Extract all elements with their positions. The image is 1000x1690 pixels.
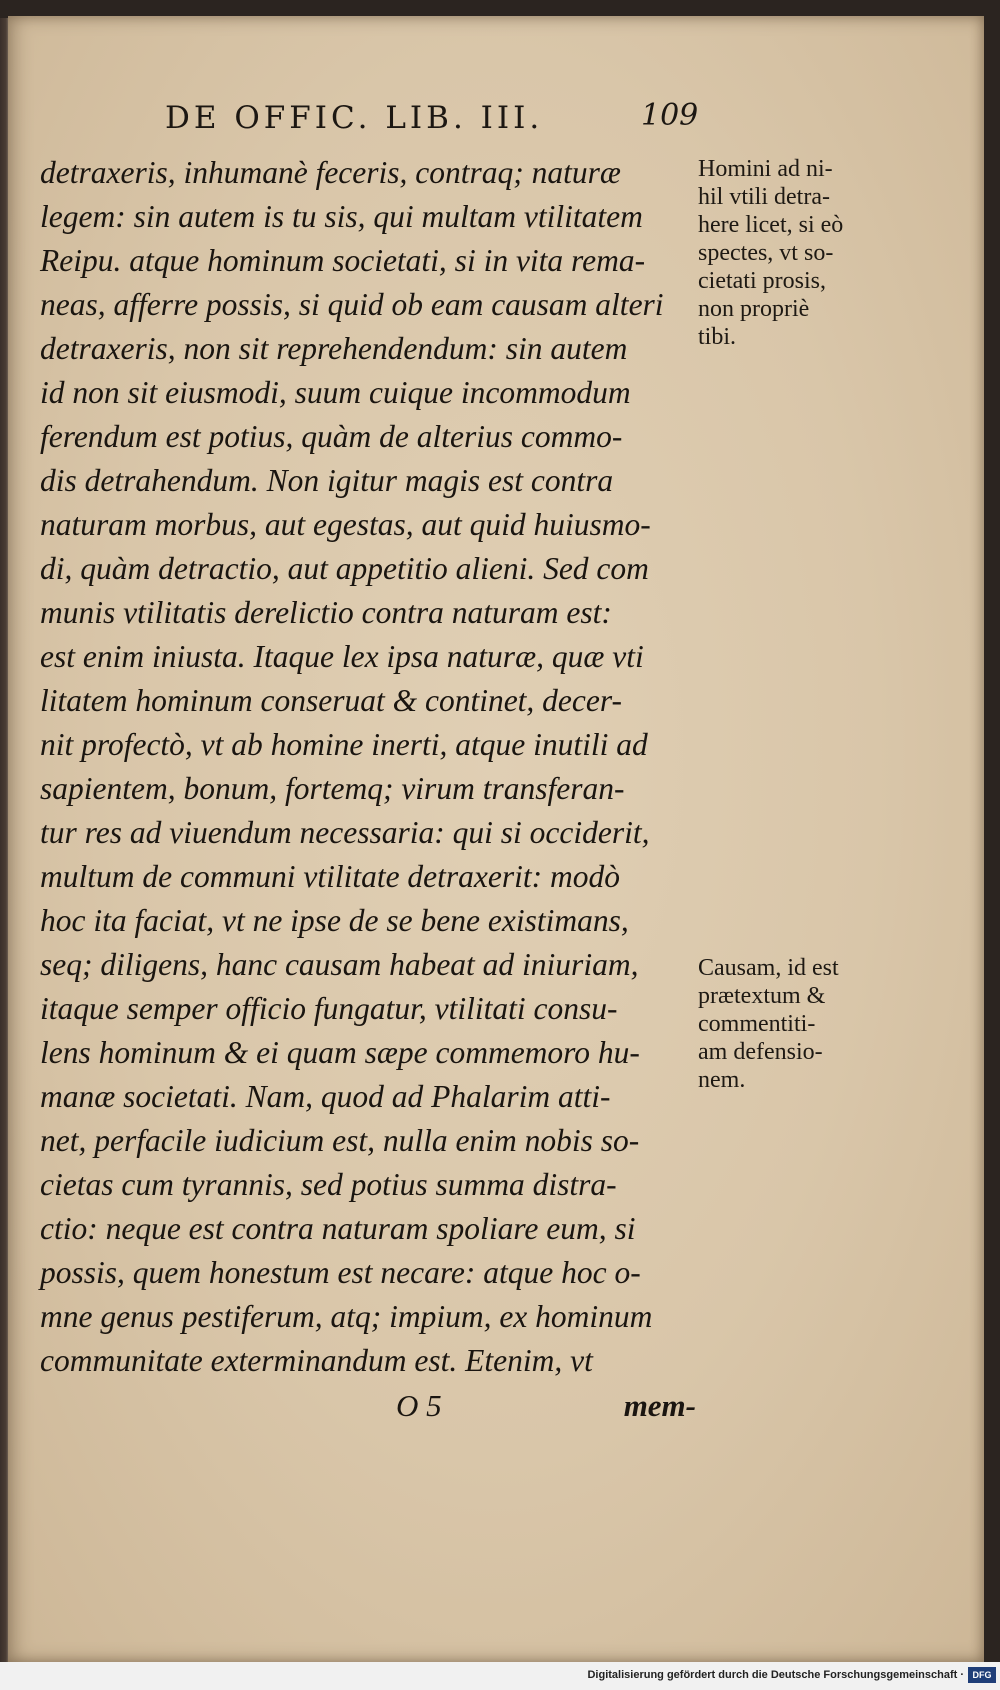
- text-line: detraxeris, inhumanè feceris, contraq; naturæ: [40, 155, 621, 190]
- margin-note-line: here licet, si eò: [698, 212, 844, 238]
- text-line: possis, quem honestum est necare: atque hoc o-: [40, 1255, 641, 1290]
- funding-credit: Digitalisierung gefördert durch die Deutsche Forschungsgemeinschaft ·: [587, 1669, 964, 1681]
- running-head: DE OFFIC. LIB. III.: [165, 100, 544, 136]
- margin-note-line: Causam, id est: [698, 955, 839, 981]
- book-page: [8, 16, 984, 1662]
- margin-note: [698, 155, 898, 351]
- text-line: mne genus pestiferum, atq; impium, ex hominum: [40, 1299, 653, 1334]
- margin-note-line: cietati prosis,: [698, 268, 826, 294]
- margin-note: [698, 954, 898, 1094]
- margin-note-line: am defensio-: [698, 1039, 823, 1065]
- margin-note-line: nem.: [698, 1067, 746, 1093]
- text-line: legem: sin autem is tu sis, qui multam vtilitatem: [40, 199, 643, 234]
- text-line: ctio: neque est contra naturam spoliare eum, si: [40, 1211, 636, 1246]
- signature-mark: O 5: [396, 1388, 442, 1423]
- text-line: hoc ita faciat, vt ne ipse de se bene existimans,: [40, 903, 629, 938]
- catch-line: [40, 1388, 696, 1432]
- margin-note-line: tibi.: [698, 324, 737, 350]
- catchword: mem-: [623, 1388, 696, 1423]
- text-line: communitate exterminandum est. Etenim, vt: [40, 1343, 593, 1378]
- margin-note-line: spectes, vt so-: [698, 240, 834, 266]
- text-line: naturam morbus, aut egestas, aut quid huiusmo-: [40, 507, 651, 542]
- text-line: detraxeris, non sit reprehendendum: sin autem: [40, 331, 628, 366]
- text-line: Reipu. atque hominum societati, si in vita rema-: [40, 243, 646, 278]
- scan-right-edge: [984, 0, 1000, 1662]
- text-line: cietas cum tyrannis, sed potius summa distra-: [40, 1167, 617, 1202]
- text-line: tur res ad viuendum necessaria: qui si occiderit,: [40, 815, 650, 850]
- text-line: lens hominum & ei quam sæpe commemoro hu-: [40, 1035, 640, 1070]
- text-line: seq; diligens, hanc causam habeat ad iniuriam,: [40, 947, 639, 982]
- text-line: multum de communi vtilitate detraxerit: modò: [40, 859, 621, 894]
- text-line: litatem hominum conseruat & continet, decer-: [40, 683, 622, 718]
- text-line: dis detrahendum. Non igitur magis est contra: [40, 463, 614, 498]
- margin-note-line: commentiti-: [698, 1011, 816, 1037]
- text-line: neas, afferre possis, si quid ob eam causam alteri: [40, 287, 664, 322]
- text-line: est enim iniusta. Itaque lex ipsa naturæ, quæ vti: [40, 639, 644, 674]
- text-line: sapientem, bonum, fortemq; virum transferan-: [40, 771, 625, 806]
- text-line: manæ societati. Nam, quod ad Phalarim atti-: [40, 1079, 611, 1114]
- text-line: nit profectò, vt ab homine inerti, atque inutili ad: [40, 727, 648, 762]
- text-line: munis vtilitatis derelictio contra naturam est:: [40, 595, 612, 630]
- text-line: net, perfacile iudicium est, nulla enim nobis so-: [40, 1123, 640, 1158]
- text-line: di, quàm detractio, aut appetitio alieni. Sed com: [40, 551, 649, 586]
- text-line: itaque semper officio fungatur, vtilitati consu-: [40, 991, 618, 1026]
- page-number: 109: [641, 98, 699, 133]
- text-line: id non sit eiusmodi, suum cuique incommodum: [40, 375, 631, 410]
- margin-note-line: Homini ad ni-: [698, 156, 833, 182]
- main-text-block: [40, 151, 696, 1383]
- margin-note-line: hil vtili detra-: [698, 184, 830, 210]
- text-line: ferendum est potius, quàm de alterius commo-: [40, 419, 623, 454]
- margin-note-line: prætextum &: [698, 983, 826, 1009]
- margin-note-line: non propriè: [698, 296, 810, 322]
- dfg-logo: DFG: [968, 1667, 996, 1683]
